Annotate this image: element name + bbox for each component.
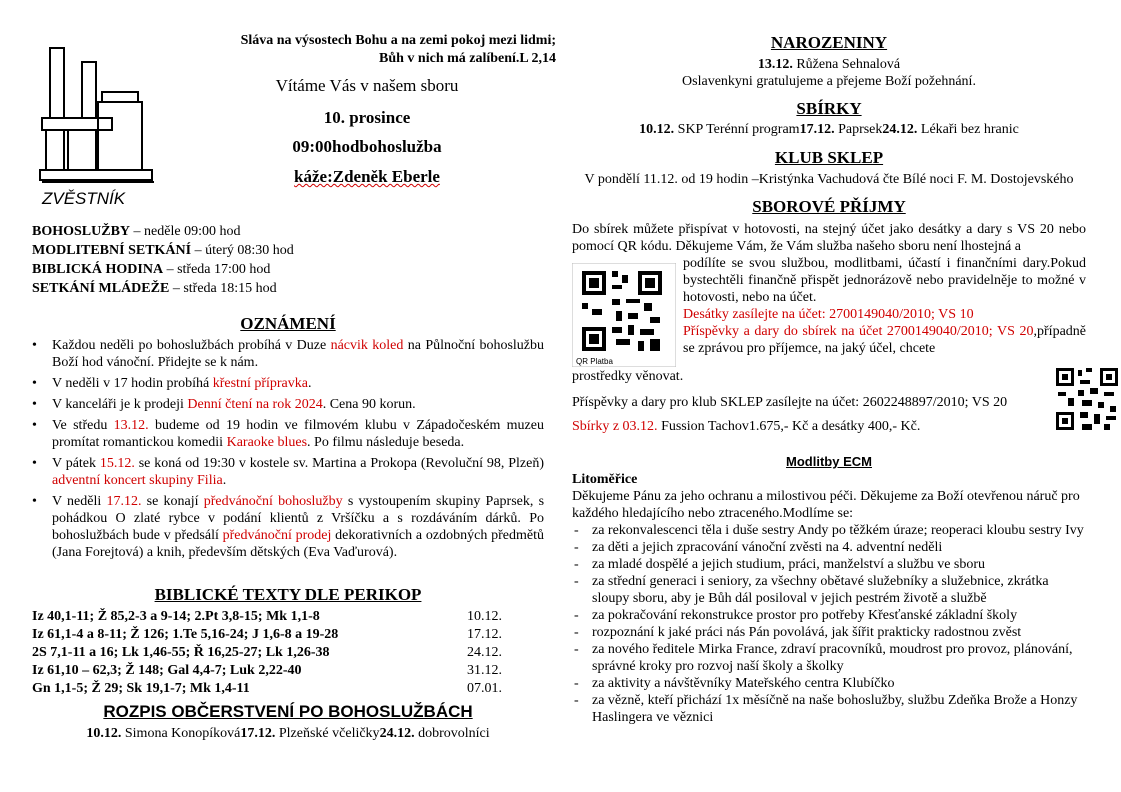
qr-code-icon [572, 263, 676, 367]
table-row: Iz 61,10 – 62,3; Ž 148; Gal 4,4-7; Luk 2,22-40 31.12. [32, 663, 502, 678]
list-item: - za střední generaci i seniory, za všechny obětavé služebníky a služebnice, zkrátka sloupy sboru, aby je Bůh dál posiloval v jejich pestrém životě a službě [572, 573, 1086, 607]
service-time: 09:00hodbohoslužba [292, 137, 442, 156]
income-text-end: prostředky věnovat. [572, 369, 684, 384]
preacher [178, 167, 556, 187]
prayers-place: Litoměřice [572, 472, 638, 487]
schedule-time: – středa 18:15 hod [169, 281, 277, 296]
schedule-row [32, 222, 552, 241]
schedule-row [32, 241, 552, 260]
list-item: • V neděli v 17 hodin probíhá křestní přípravka. [32, 375, 544, 392]
table-row: Iz 61,1-4 a 8-11; Ž 126; 1.Te 5,16-24; J 1,6-8 a 19-28 17.12. [32, 627, 502, 642]
welcome-text: Vítáme Vás v našem sboru [275, 76, 459, 95]
preacher-text: káže:Zdeněk Eberle [294, 167, 440, 186]
biblical-heading: BIBLICKÉ TEXTY DLE PERIKOP [154, 585, 422, 604]
schedule-row [32, 260, 552, 279]
prayers-heading: Modlitby ECM [786, 454, 872, 469]
list-item: - za vězně, kteří přichází 1x měsíčně na naše bohoslužby, službu Zdeňka Brože a Honzy Haslingera ve věznici [572, 692, 1086, 726]
list-item: • Ve středu 13.12. budeme od 19 hodin ve filmovém klubu v Západočeském muzeu promítat romantickou komedii Karaoke blues. Po filmu následuje beseda. [32, 417, 544, 451]
motto-line-2: Bůh v nich má zalíbení.L 2,14 [379, 51, 556, 66]
zvestnik-logo [32, 42, 162, 212]
birthday-text: Oslavenkyni gratulujeme a přejeme Boží požehnání. [682, 74, 976, 89]
refreshments: 10.12. Simona Konopíková17.12. Plzeňské včeličky24.12. dobrovolníci [86, 726, 490, 741]
schedule-time: – úterý 08:30 hod [191, 243, 294, 258]
list-item: - za mladé dospělé a jejich studium, práci, manželství a službu ve sboru [572, 556, 1086, 573]
motto-line-1: Sláva na výsostech Bohu a na zemi pokoj mezi lidmi; [240, 33, 556, 48]
biblical-table [32, 608, 502, 698]
schedule-time: – středa 17:00 hod [163, 262, 271, 277]
list-item: • Každou neděli po bohoslužbách probíhá v Duze nácvik koled na Půlnoční bohoslužbu Boží hod vánoční. Přidejte se k nám. [32, 337, 544, 371]
table-row: Gn 1,1-5; Ž 29; Sk 19,1-7; Mk 1,4-11 07.01. [32, 681, 502, 696]
list-item: • V neděli 17.12. se konají předvánoční bohoslužby s vystoupením skupiny Paprsek, s pohádkou O zlaté rybce v podání klientů z Vršíčku a s rozdáváním dárků. Po bohoslužbách bude v předsálí předvánoční prodej dekorativních a ozdobných předmětů (Jana Forejtová) a knih, především dětských (Eva Vaďurová). [32, 493, 544, 561]
list-item: - rozpoznání k jaké práci nás Pán povolává, jak šířit prakticky radostnou zvěst [572, 624, 1086, 641]
income-text: Do sbírek můžete přispívat v hotovosti, na stejný účet jako desátky a dary s VS 20 nebo pomocí QR kódu. Děkujeme Vám, že Vám služba našeho sboru není lhostejná a [572, 222, 1086, 254]
svg-text:QR Platba: QR Platba [576, 357, 613, 366]
refreshments-heading: ROZPIS OBČERSTVENÍ PO BOHOSLUŽBÁCH [103, 702, 473, 721]
club-heading: KLUB SKLEP [774, 148, 884, 167]
prayers-list [572, 522, 1086, 726]
collections-result: Sbírky z 03.12. Fussion Tachov1.675,- Kč a desátky 400,- Kč. [572, 419, 921, 434]
list-item: • V kanceláři je k prodeji Denní čtení na rok 2024. Cena 90 korun. [32, 396, 544, 413]
list-item: - za rekonvalescenci těla i duše sestry Andy po těžkém úraze; reoperaci kloubu sestry Ivy [572, 522, 1086, 539]
table-row: 2S 7,1-11 a 16; Lk 1,46-55; Ř 16,25-27; Lk 1,26-38 24.12. [32, 645, 502, 660]
schedule-time: – neděle 09:00 hod [130, 224, 241, 239]
svg-text:ZVĚSTNÍK: ZVĚSTNÍK [42, 189, 126, 208]
list-item: - za děti a jejich zpracování vánoční zvěsti na 4. adventní neděli [572, 539, 1086, 556]
schedule-row [32, 279, 552, 298]
schedule-name: BIBLICKÁ HODINA [32, 262, 164, 277]
service-date: 10. prosince [323, 108, 411, 127]
table-row: Iz 40,1-11; Ž 85,2-3 a 9-14; 2.Pt 3,8-15; Mk 1,1-8 10.12. [32, 609, 502, 624]
schedule [32, 222, 552, 298]
prayers-intro: Děkujeme Pánu za jeho ochranu a milostivou péči. Děkujeme za Boží otevřenou náruč pro každého hledajícího nebo ztraceného.Modlíme se: [572, 489, 1080, 521]
birthday-line: 13.12. Růžena Sehnalová [757, 57, 901, 72]
income-details: podílíte se svou službou, modlitbami, účastí i finančními dary.Pokud bystechtěli finančně přispět jednorázově nebo pravidelněje to možné v hotovosti, nebo na účet. Desátky zasílejte na účet: 2700149040/2010; VS 10 Příspěvky a dary do sbírek na účet 2700149040/2010; VS 20,případně se zprávou pro příjemce, na jaký účel, chcete [683, 256, 1086, 356]
collections-heading: SBÍRKY [796, 99, 862, 118]
schedule-name: BOHOSLUŽBY [32, 224, 131, 239]
list-item: - za pokračování rekonstrukce prostor pro potřeby Křesťanské základní školy [572, 607, 1086, 624]
club-account: Příspěvky a dary pro klub SKLEP zasílejte na účet: 2602248897/2010; VS 20 [572, 395, 1008, 410]
list-item: - za aktivity a návštěvníky Mateřského centra Klubíčko [572, 675, 1086, 692]
income-heading: SBOROVÉ PŘÍJMY [752, 197, 906, 216]
birthdays-heading: NAROZENINY [770, 33, 888, 52]
collections: 10.12. SKP Terénní program17.12. Paprsek24.12. Lékaři bez hranic [639, 122, 1019, 137]
list-item: - za nového ředitele Mirka France, zdraví pracovníků, moudrost pro provoz, plánování, správné kroky pro rozvoj naší školy a školky [572, 641, 1086, 675]
announcements-list [32, 337, 544, 565]
club-text: V pondělí 11.12. od 19 hodin –Kristýnka Vachudová čte Bílé noci F. M. Dostojevského [584, 172, 1074, 187]
schedule-name: SETKÁNÍ MLÁDEŽE [32, 281, 170, 296]
motto [178, 32, 556, 68]
list-item: • V pátek 15.12. se koná od 19:30 v kostele sv. Martina a Prokopa (Revoluční 98, Plzeň) adventní koncert skupiny Filia. [32, 455, 544, 489]
schedule-name: MODLITEBNÍ SETKÁNÍ [32, 243, 192, 258]
announcements-heading: OZNÁMENÍ [240, 314, 336, 333]
